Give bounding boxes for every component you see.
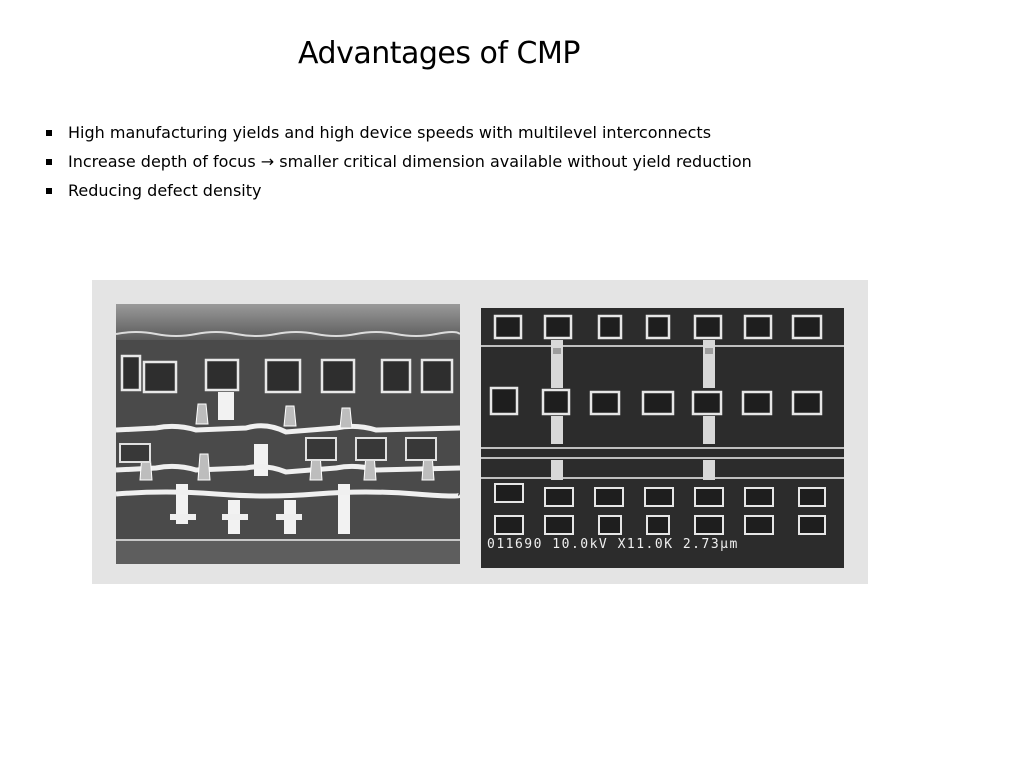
bullet-text: Increase depth of focus → smaller critical dimension available without yield reduction: [68, 152, 752, 171]
square-bullet-icon: [46, 130, 52, 136]
bullet-text: High manufacturing yields and high device speeds with multilevel interconnects: [68, 123, 712, 142]
slide-title: Advantages of CMP: [298, 36, 580, 71]
square-bullet-icon: [46, 159, 52, 165]
sem-image-planarized: [481, 308, 844, 568]
sem-figure: [92, 280, 868, 584]
sem-caption: 011690 10.0kV X11.0K 2.73µm: [487, 537, 739, 552]
list-item: [44, 147, 752, 176]
bullet-list: [44, 118, 752, 205]
list-item: [44, 176, 752, 205]
bullet-text: Reducing defect density: [68, 181, 262, 200]
sem-image-nonplanar: [116, 304, 460, 564]
square-bullet-icon: [46, 188, 52, 194]
list-item: [44, 118, 752, 147]
